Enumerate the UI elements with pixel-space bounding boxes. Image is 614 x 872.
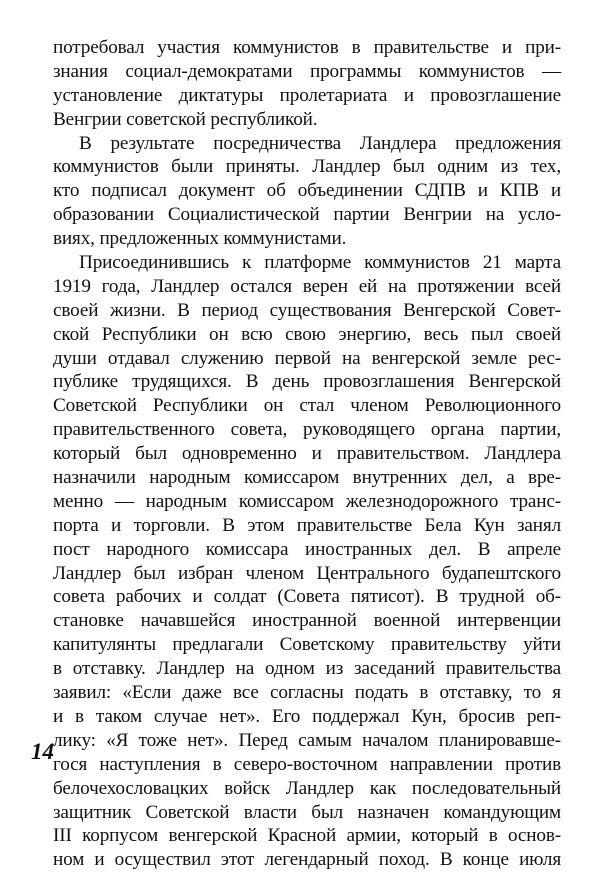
text-line: пост народного комиссара иностранных дел. В апреле xyxy=(53,538,561,560)
text-line: установление диктатуры пролетариата и провозглашение xyxy=(53,84,561,106)
text-line: кто подписал документ об объединении СДПВ и КПВ и xyxy=(53,180,561,202)
text-line: Присоединившись к платформе коммунистов 21 марта xyxy=(79,252,561,274)
body-text xyxy=(53,36,561,872)
text-line: образовании Социалистической партии Венгрии на усло- xyxy=(53,204,561,226)
text-line: Ландлер был избран членом Центрального будапештского xyxy=(53,562,561,584)
text-line: III корпусом венгерской Красной армии, который в основ- xyxy=(53,825,561,847)
text-line: белочехословацких войск Ландлер как последовательный xyxy=(53,777,561,799)
page-number: 14 xyxy=(31,739,54,764)
text-line: капитулянты предлагали Советскому правительству уйти xyxy=(53,634,561,656)
text-line: Советской Республики он стал членом Революционного xyxy=(53,395,561,417)
text-line: потребовал участия коммунистов в правительстве и при- xyxy=(53,37,561,58)
text-line: Венгрии советской республикой. xyxy=(53,108,318,130)
text-line: знания социал-демократами программы коммунистов — xyxy=(53,60,561,82)
text-line: и в таком случае нет». Его поддержал Кун, бросив реп- xyxy=(53,705,561,727)
text-line: становке начавшейся иностранной военной интервенции xyxy=(53,610,561,632)
text-line: публике трудящихся. В день провозглашения Венгерской xyxy=(53,371,561,393)
text-line: в отставку. Ландлер на одном из заседаний правительства xyxy=(53,658,561,680)
text-line: ской Республики он всю свою энергию, весь пыл своей xyxy=(53,323,561,345)
text-line: порта и торговли. В этом правительстве Бела Кун занял xyxy=(53,514,561,536)
text-line: своей жизни. В период существования Венгерской Совет- xyxy=(53,299,561,321)
text-line: В результате посредничества Ландлера предложения xyxy=(79,132,561,154)
text-line: виях, предложенных коммунистами. xyxy=(53,228,347,250)
text-line: заявил: «Если даже все согласны подать в отставку, то я xyxy=(53,682,561,704)
text-line: лику: «Я тоже нет». Перед самым началом планировавше- xyxy=(53,729,561,751)
text-line: который был одновременно и правительством. Ландлера xyxy=(53,443,561,465)
text-line: 1919 года, Ландлер остался верен ей на протяжении всей xyxy=(53,275,561,297)
text-line: гося наступления в северо-восточном направлении против xyxy=(53,753,561,775)
text-line: правительственного совета, руководящего органа партии, xyxy=(53,419,561,441)
text-line: души отдавал служению первой на венгерской земле рес- xyxy=(53,347,561,369)
text-line: совета рабочих и солдат (Совета пятисот). В трудной об- xyxy=(53,586,561,608)
text-line: назначили народным комиссаром внутренних дел, а вре- xyxy=(53,467,561,489)
text-line: менно — народным комиссаром железнодорожного транс- xyxy=(53,490,561,512)
text-line: ном и осуществил этот легендарный поход. В конце июля xyxy=(53,849,561,871)
text-line: защитник Советской власти был назначен командующим xyxy=(53,801,561,823)
text-line: коммунистов были приняты. Ландлер был одним из тех, xyxy=(53,156,561,178)
